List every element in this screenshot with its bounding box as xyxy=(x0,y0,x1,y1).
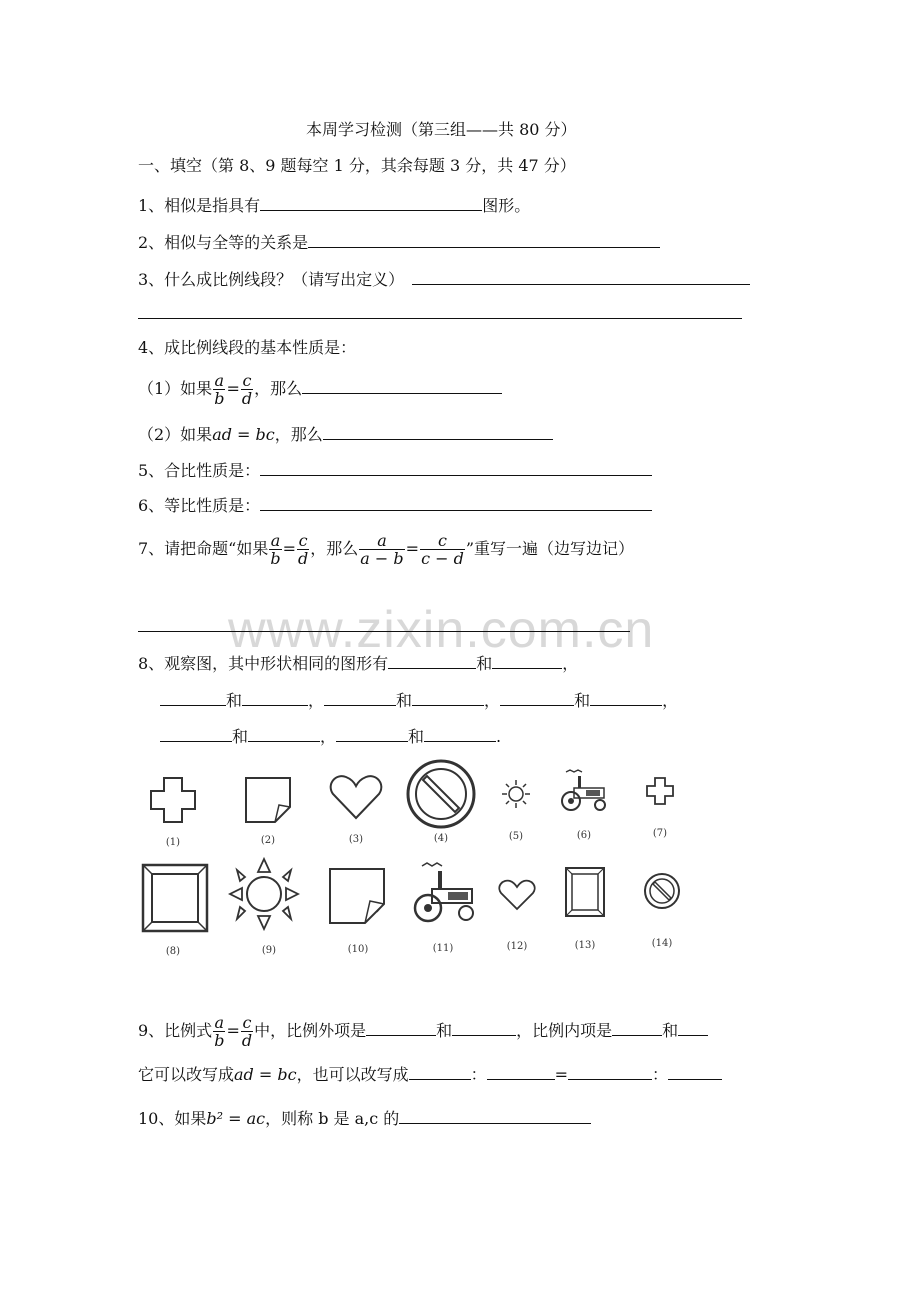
question-8 xyxy=(138,650,578,675)
q1-blank[interactable] xyxy=(260,192,482,211)
q8-blank[interactable] xyxy=(590,687,662,706)
q9-rewrite-text: 它可以改写成 xyxy=(138,1065,235,1084)
q8-blank[interactable] xyxy=(248,723,320,742)
question-9 xyxy=(138,1014,708,1049)
figure-label: (14) xyxy=(651,938,673,949)
q8-blank[interactable] xyxy=(324,687,396,706)
page-title: 本周学习检测（第三组——共 80 分） xyxy=(306,120,577,139)
q4-part1-then: ，那么 xyxy=(254,379,303,398)
q9-blank[interactable] xyxy=(568,1061,652,1080)
tractor-large-icon xyxy=(408,860,478,924)
colon: ： xyxy=(652,1065,669,1084)
and-word: 和 xyxy=(396,691,413,710)
question-3 xyxy=(138,266,750,291)
q5-text: 5、合比性质是： xyxy=(138,461,261,480)
q9-blank[interactable] xyxy=(409,1061,471,1080)
equals-sign: = xyxy=(282,539,297,558)
figure-label: (2) xyxy=(260,835,276,846)
q8-blank[interactable] xyxy=(500,687,574,706)
q8-blank[interactable] xyxy=(336,723,408,742)
q9-outer-terms-text: 中，比例外项是 xyxy=(254,1021,367,1040)
q4-part2 xyxy=(138,421,553,446)
figure-label: (7) xyxy=(652,828,668,839)
q2-blank[interactable] xyxy=(308,229,660,248)
q8-text: 8、观察图，其中形状相同的图形有 xyxy=(138,654,389,673)
sun-small-icon xyxy=(500,778,532,810)
q10-equation: b² = ac xyxy=(206,1109,266,1128)
comma: ， xyxy=(308,691,325,710)
q6-blank[interactable] xyxy=(260,492,652,511)
q4-part1-blank[interactable] xyxy=(302,375,502,394)
equals-sign: = xyxy=(226,1021,240,1040)
question-6 xyxy=(138,492,652,517)
q8-blank[interactable] xyxy=(412,687,484,706)
figure-label: (1) xyxy=(165,837,181,848)
period: . xyxy=(496,727,502,746)
q8-line2 xyxy=(160,687,678,712)
figure-label: (13) xyxy=(574,940,596,951)
q9-blank[interactable] xyxy=(678,1017,708,1036)
and-word: 和 xyxy=(226,691,243,710)
q9-rewrite-alt-text: ，也可以改写成 xyxy=(296,1065,409,1084)
question-10 xyxy=(138,1105,591,1130)
q1-text: 1、相似是指具有 xyxy=(138,196,261,215)
q5-blank[interactable] xyxy=(260,457,652,476)
and-word: 和 xyxy=(408,727,425,746)
q10-definition-text: ，则称 b 是 a,c 的 xyxy=(265,1109,400,1128)
q4-part1 xyxy=(138,372,502,407)
q4-part2-equation: ad = bc xyxy=(212,425,275,444)
sun-large-icon xyxy=(228,856,300,932)
figure-label: (9) xyxy=(261,945,277,956)
q1-suffix: 图形。 xyxy=(482,196,531,215)
fraction-a-over-b: $\frac{a}{b}$ xyxy=(214,371,225,408)
figure-label: (5) xyxy=(508,831,524,842)
q8-blank[interactable] xyxy=(388,650,476,669)
q9-inner-terms-text: ，比例内项是 xyxy=(516,1021,613,1040)
and-word: 和 xyxy=(574,691,591,710)
q8-blank[interactable] xyxy=(492,650,562,669)
question-5 xyxy=(138,457,652,482)
folded-paper-icon xyxy=(243,775,293,825)
figure-label: (10) xyxy=(347,944,369,955)
picture-frame-icon xyxy=(141,863,209,933)
q7-blank[interactable] xyxy=(138,631,630,632)
q9-blank[interactable] xyxy=(452,1017,516,1036)
comma: ， xyxy=(562,654,579,673)
heart-icon xyxy=(328,772,384,822)
equals-sign: = xyxy=(226,379,240,398)
q10-text: 10、如果 xyxy=(138,1109,207,1128)
fraction-a-over-a-minus-b: $\frac{a}{a - b}$ xyxy=(360,531,404,568)
equals-sign: = xyxy=(405,539,420,558)
q3-blank-line2[interactable] xyxy=(138,318,742,319)
q7-text: 7、请把命题“如果 xyxy=(138,539,269,558)
q8-blank[interactable] xyxy=(160,687,226,706)
figure-label: (12) xyxy=(506,941,528,952)
q3-text: 3、什么成比例线段？（请写出定义） xyxy=(138,270,405,289)
q4-part1-text: （1）如果 xyxy=(138,379,213,398)
figure-label: (4) xyxy=(433,833,449,844)
q4-part2-blank[interactable] xyxy=(323,421,553,440)
q9-blank[interactable] xyxy=(668,1061,722,1080)
q2-text: 2、相似与全等的关系是 xyxy=(138,233,309,252)
q8-line3 xyxy=(160,723,501,748)
question-2 xyxy=(138,229,660,254)
q7-then: ，那么 xyxy=(310,539,359,558)
fraction-c-over-c-minus-d: $\frac{c}{c - d}$ xyxy=(421,531,464,568)
fraction-c-over-d: $\frac{c}{d}$ xyxy=(241,371,253,408)
q9-line2 xyxy=(138,1061,722,1086)
fraction-c-over-d: $\frac{c}{d}$ xyxy=(241,1013,253,1050)
figure-label: (6) xyxy=(576,830,592,841)
equals-sign: = xyxy=(554,1065,569,1084)
q8-blank[interactable] xyxy=(242,687,308,706)
section-heading: 一、填空（第 8、9 题每空 1 分，其余每题 3 分，共 47 分） xyxy=(138,156,576,175)
prohibition-sign-icon xyxy=(405,758,477,830)
q9-text: 9、比例式 xyxy=(138,1021,213,1040)
comma: ， xyxy=(484,691,501,710)
cross-icon xyxy=(148,775,198,825)
q8-blank[interactable] xyxy=(160,723,232,742)
fraction-a-over-b: $\frac{a}{b}$ xyxy=(270,531,281,568)
q8-blank[interactable] xyxy=(424,723,496,742)
fraction-c-over-d: $\frac{c}{d}$ xyxy=(298,531,309,568)
picture-frame-small-icon xyxy=(564,866,606,918)
q4-part2-then: ，那么 xyxy=(274,425,323,444)
question-7 xyxy=(138,532,634,567)
and-word: 和 xyxy=(662,1021,679,1040)
colon: ： xyxy=(470,1065,487,1084)
heart-small-icon xyxy=(497,878,537,912)
comma: ， xyxy=(320,727,337,746)
q9-blank[interactable] xyxy=(612,1017,662,1036)
q10-blank[interactable] xyxy=(399,1105,591,1124)
q9-equation: ad = bc xyxy=(234,1065,297,1084)
figure-label: (8) xyxy=(165,946,181,957)
comma: ， xyxy=(662,691,679,710)
prohibition-sign-small-icon xyxy=(643,872,681,910)
figure-label: (3) xyxy=(348,834,364,845)
fraction-a-over-b: $\frac{a}{b}$ xyxy=(214,1013,225,1050)
q4-part2-text: （2）如果 xyxy=(138,425,213,444)
q7-suffix: ”重写一遍（边写边记） xyxy=(465,539,635,558)
q3-blank[interactable] xyxy=(412,266,750,285)
question-1 xyxy=(138,192,530,217)
watermark: www.zixin.com.cn xyxy=(228,601,655,659)
and-word: 和 xyxy=(476,654,493,673)
cross-small-icon xyxy=(645,776,675,806)
and-word: 和 xyxy=(232,727,249,746)
q9-blank[interactable] xyxy=(487,1061,555,1080)
folded-paper-large-icon xyxy=(327,866,387,926)
and-word: 和 xyxy=(436,1021,453,1040)
figure-label: (11) xyxy=(432,943,454,954)
q6-text: 6、等比性质是： xyxy=(138,496,261,515)
q9-blank[interactable] xyxy=(366,1017,436,1036)
tractor-icon xyxy=(556,768,610,814)
question-4: 4、成比例线段的基本性质是： xyxy=(138,338,357,357)
